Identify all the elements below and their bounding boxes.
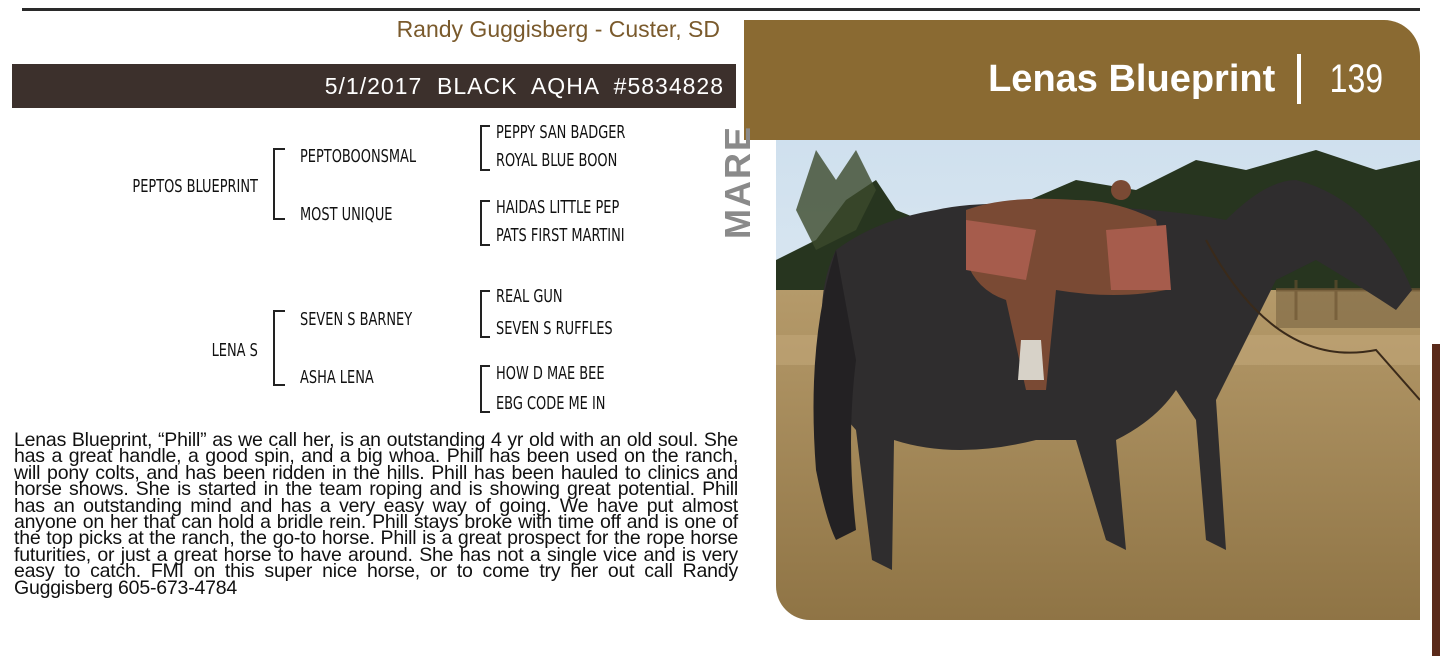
bracket-sire-dam	[480, 200, 490, 246]
bracket-sire	[273, 148, 285, 220]
consignor-line: Randy Guggisberg - Custer, SD	[396, 16, 720, 42]
bracket-dam	[273, 310, 285, 386]
pedigree-dam-dam-sire: HOW D MAE BEE	[496, 363, 605, 384]
horse-photo-illustration	[776, 140, 1420, 620]
lot-number: 139	[1329, 56, 1384, 101]
sex-label: MARE	[717, 125, 758, 239]
pedigree-sire-dam-dam: PATS FIRST MARTINI	[496, 225, 625, 246]
bracket-dam-dam	[480, 365, 490, 413]
pedigree-sire-dam-sire: HAIDAS LITTLE PEP	[496, 197, 620, 218]
title-separator	[1297, 54, 1301, 104]
info-bar	[12, 64, 736, 108]
bracket-sire-sire	[480, 125, 490, 171]
pedigree-dam-sire-dam: SEVEN S RUFFLES	[496, 318, 613, 339]
pedigree-dam: LENA S	[211, 340, 258, 361]
pedigree-sire-dam: MOST UNIQUE	[300, 204, 393, 225]
registration-info: 5/1/2017 BLACK AQHA #5834828	[324, 73, 724, 99]
title-band	[744, 20, 1420, 140]
pedigree-dam-sire: SEVEN S BARNEY	[300, 309, 413, 330]
pedigree-dam-dam: ASHA LENA	[300, 367, 374, 388]
horse-description: Lenas Blueprint, “Phill” as we call her, is an outstanding 4 yr old with an old soul. She has a great handle, a good spin, and a big whoa. Phill has been used on the ranch, will pony colts, and has been ridden in the hills. Phill has been hauled to clinics and horse shows. She is started in the team roping and is showing great potential. Phill has an outstanding mind and has a very easy way of going. We have put almost anyone on her that can hold a bridle rein. Phill stays broke with time off and is one of the top picks at the ranch, the go-to horse. Phill is a great prospect for the rope horse futurities, or just a great horse to have around. She has not a single vice and is very easy to catch. FMI on this super nice horse, or to come try her out call Randy Guggisberg 605-673-4784	[14, 429, 738, 599]
sex-label-container	[718, 122, 758, 242]
right-edge-accent	[1432, 344, 1440, 656]
pedigree-sire-sire-sire: PEPPY SAN BADGER	[496, 122, 626, 143]
bracket-dam-sire	[480, 290, 490, 338]
horse-photo	[776, 140, 1420, 620]
pedigree-sire-sire-dam: ROYAL BLUE BOON	[496, 150, 618, 171]
pedigree-dam-dam-dam: EBG CODE ME IN	[496, 393, 606, 414]
pedigree-dam-sire-sire: REAL GUN	[496, 286, 563, 307]
top-rule	[22, 8, 1420, 11]
pedigree-sire: PEPTOS BLUEPRINT	[132, 176, 258, 197]
pedigree-sire-sire: PEPTOBOONSMAL	[300, 146, 417, 167]
horse-name: Lenas Blueprint	[988, 57, 1276, 100]
title	[988, 54, 1390, 104]
